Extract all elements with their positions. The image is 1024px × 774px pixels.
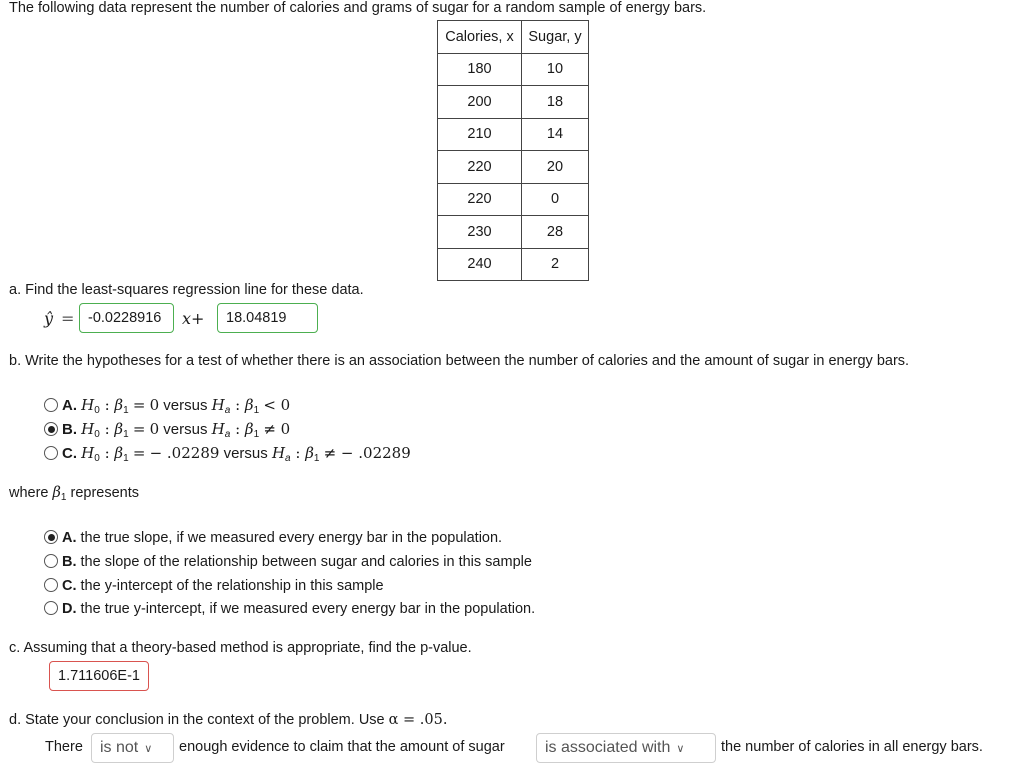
- p-value-input[interactable]: 1.711606E-1: [49, 661, 149, 691]
- radio-meaning-c[interactable]: [44, 578, 58, 592]
- versus-text: versus: [163, 397, 208, 414]
- radio-meaning-b[interactable]: [44, 554, 58, 568]
- option-letter: B.: [62, 421, 77, 438]
- h0-relation: =: [132, 396, 146, 414]
- ha-value: ≠ 0: [263, 420, 291, 438]
- data-table: [437, 20, 589, 281]
- cell-calories: 230: [438, 216, 522, 249]
- cell-sugar: 20: [522, 151, 589, 184]
- meaning-option-d[interactable]: [44, 601, 535, 617]
- header-sugar: Sugar, y: [522, 21, 589, 54]
- table-row: [438, 216, 589, 249]
- cell-sugar: 0: [522, 183, 589, 216]
- where-beta-label: where $\beta_1$ represents: [9, 485, 140, 503]
- option-letter: C.: [62, 578, 77, 594]
- association-dropdown[interactable]: [536, 733, 716, 763]
- radio-meaning-a[interactable]: [44, 530, 58, 544]
- h0-value: 0: [149, 396, 160, 414]
- cell-calories: 220: [438, 183, 522, 216]
- chevron-down-icon: ∨: [676, 743, 685, 755]
- cell-calories: 210: [438, 118, 522, 151]
- cell-calories: 180: [438, 53, 522, 86]
- meaning-option-c[interactable]: [44, 578, 384, 594]
- option-letter: A.: [62, 397, 77, 414]
- cell-sugar: 14: [522, 118, 589, 151]
- x-plus-label: x+: [182, 309, 205, 328]
- association-dropdown-value: is associated with: [545, 739, 671, 756]
- option-letter: C.: [62, 445, 77, 462]
- option-letter: B.: [62, 554, 77, 570]
- cell-sugar: 2: [522, 248, 589, 281]
- table-row: [438, 151, 589, 184]
- part-c-prompt: c. Assuming that a theory-based method is appropriate, find the p-value.: [9, 640, 472, 656]
- equals-sign: =: [61, 309, 75, 328]
- radio-hypothesis-a[interactable]: [44, 398, 58, 412]
- option-letter: A.: [62, 530, 77, 546]
- meaning-option-a[interactable]: [44, 530, 502, 546]
- radio-hypothesis-c[interactable]: [44, 446, 58, 460]
- table-row: [438, 183, 589, 216]
- option-text: the true slope, if we measured every energy bar in the population.: [80, 530, 503, 546]
- ha-value: ≠ − .02289: [323, 444, 411, 462]
- h0-relation: =: [132, 420, 146, 438]
- yhat-symbol: ŷ: [44, 309, 54, 328]
- hypothesis-option-c[interactable]: C. $H_0$ : $\beta_1$ = − .02289 versus $H_a$ : $\beta_1$ ≠ − .02289: [44, 444, 411, 464]
- part-b-prompt: b. Write the hypotheses for a test of whether there is an association between the number of calories and the amount of sugar in energy bars.: [9, 353, 910, 369]
- table-row: [438, 53, 589, 86]
- option-text: the true y-intercept, if we measured every energy bar in the population.: [80, 601, 536, 617]
- part-d-prompt-text: d. State your conclusion in the context of the problem. Use: [9, 712, 385, 728]
- cell-sugar: 28: [522, 216, 589, 249]
- hypothesis-option-b[interactable]: B. $H_0$ : $\beta_1 = 0$ versus $H_a$ : $\beta_1 \ne 0$: [44, 420, 290, 440]
- intro-text: The following data represent the number of calories and grams of sugar for a random sample of energy bars.: [9, 0, 707, 16]
- where-text: where: [9, 485, 49, 501]
- h0-value: 0: [149, 420, 160, 438]
- alpha-value: α = .05.: [388, 712, 448, 728]
- evidence-dropdown-value: is not: [100, 739, 139, 756]
- part-d-prompt: [9, 712, 447, 728]
- option-letter: D.: [62, 601, 77, 617]
- represents-text: represents: [70, 485, 140, 501]
- meaning-option-b[interactable]: [44, 554, 532, 570]
- header-calories: Calories, x: [438, 21, 522, 54]
- radio-meaning-d[interactable]: [44, 601, 58, 615]
- part-a-prompt: a. Find the least-squares regression line for these data.: [9, 282, 364, 298]
- versus-text: versus: [223, 445, 268, 462]
- cell-calories: 220: [438, 151, 522, 184]
- hypothesis-option-a[interactable]: A. $H_0$ : $\beta_1 = 0$ versus $H_a$ : $\beta_1 < 0$: [44, 396, 290, 416]
- versus-text: versus: [163, 421, 208, 438]
- chevron-down-icon: ∨: [144, 743, 153, 755]
- there-text: There: [45, 739, 83, 755]
- table-row: [438, 248, 589, 281]
- cell-calories: 200: [438, 86, 522, 119]
- end-text: the number of calories in all energy bars.: [721, 739, 983, 755]
- intercept-input[interactable]: 18.04819: [217, 303, 318, 333]
- ha-value: < 0: [263, 396, 291, 414]
- table-row: [438, 86, 589, 119]
- option-text: the y-intercept of the relationship in this sample: [80, 578, 384, 594]
- radio-hypothesis-b[interactable]: [44, 422, 58, 436]
- middle-text: enough evidence to claim that the amount of sugar: [179, 739, 505, 755]
- evidence-dropdown[interactable]: [91, 733, 174, 763]
- h0-value: − .02289: [149, 444, 220, 462]
- cell-sugar: 18: [522, 86, 589, 119]
- slope-input[interactable]: -0.0228916: [79, 303, 174, 333]
- cell-calories: 240: [438, 248, 522, 281]
- h0-relation: =: [132, 444, 146, 462]
- cell-sugar: 10: [522, 53, 589, 86]
- option-text: the slope of the relationship between sugar and calories in this sample: [80, 554, 532, 570]
- table-row: [438, 118, 589, 151]
